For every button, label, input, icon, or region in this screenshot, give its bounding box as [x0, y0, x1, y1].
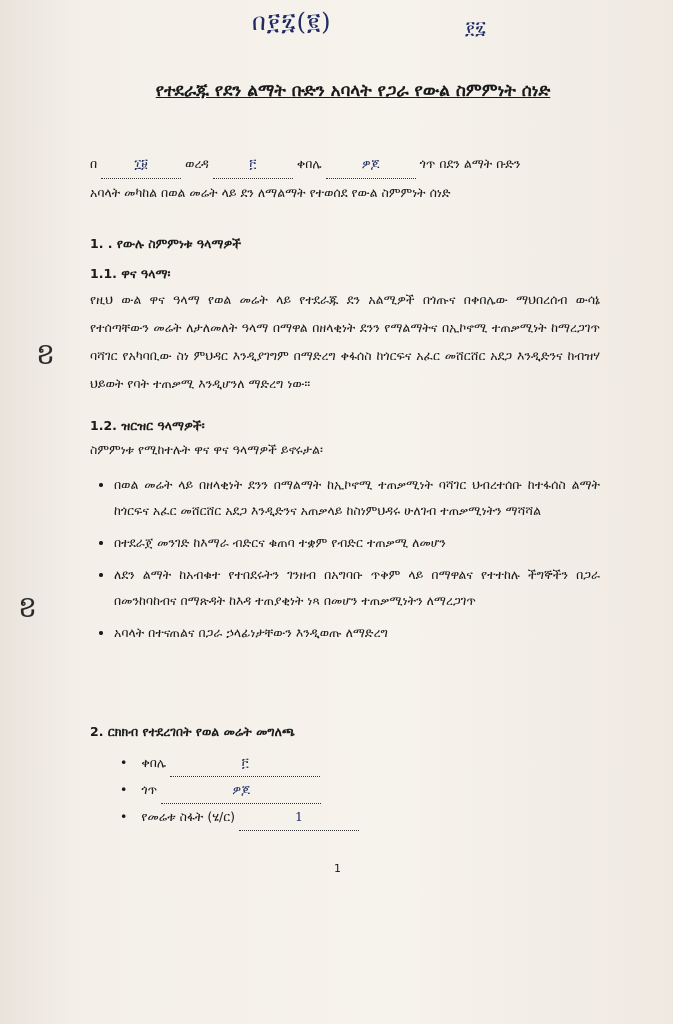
- section-1-1-text: የዚህ ውል ዋና ዓላማ የወል መሬት ላይ የተደራጁ ደን አልሚዎች በጎጡና በቀበሌው ማህበረሰብ ውሳኔ የተሰጣቸውን መሬት ለታለመለት ዓላማ በማዋል በዘላቂነት ደንን የማልማትና በኢኮኖሚ ተጠቃሚነት ከማረጋገጥ ባሻገር የአካባቢው ስነ ምህዳር እንዲያገግም በማድረግ ቀፋሰስ ከጎርፍና አፈር መሸርሸር አደጋ እንዲድንና ከብዝሃ ህይወት የባት ተጠቃሚ እንዲሆንለ ማድረግ ነው፡፡: [90, 292, 600, 391]
- field-size-value: 1: [239, 804, 359, 831]
- field-kebele: [120, 750, 600, 777]
- document-title: የተደራጁ የደን ልማት ቡድን አባላት የጋራ የውል ስምምነት ሰነድ: [155, 81, 551, 101]
- section-2-heading: 2. ርክክብ የተደረገበት የወል መሬት መግለጫ: [90, 724, 295, 739]
- margin-punch-mark: ខ: [18, 590, 38, 625]
- land-fields-list: [90, 750, 600, 831]
- handwritten-reference-right: ፻፯: [465, 18, 486, 39]
- field-kebele-value: ፫: [170, 750, 320, 777]
- list-item: • በተደራጀ መንገድ ከእማራ ብድርና ቁጠባ ተቋም የብድር ተጠቃሚ ለመሆን: [114, 530, 600, 556]
- woreda-blank: ፫: [213, 150, 293, 179]
- margin-punch-mark: ខ: [36, 337, 56, 372]
- field-size-label: የመሬቱ ስፋት (ሄ/ር): [141, 809, 236, 824]
- kebele-blank: ዎጆ: [326, 150, 416, 179]
- page-number: 1: [334, 862, 341, 875]
- intro-woreda: ወረዳ: [185, 156, 209, 171]
- field-kebele-label: ቀበሌ: [141, 755, 167, 770]
- handwritten-reference-number: በ፻፯(፪): [252, 8, 332, 36]
- section-2: [90, 720, 600, 831]
- date-day-blank: ፲፱: [101, 150, 181, 179]
- field-size: [120, 804, 600, 831]
- intro-got: ጎጥ በደን ልማት ቡድን: [419, 156, 521, 171]
- intro-kebele: ቀበሌ: [296, 156, 322, 171]
- intro-paragraph: [90, 150, 590, 207]
- list-item: • ለደን ልማት ከአብቁተ የተበደሩትን ገንዘብ በአግባቡ ጥቅም ላይ በማዋልና የተተከሉ ችግኞችን በጋራ በመንከባከብና በማጽዳት ከእዳ ተጠያቂነት ነጻ በመሆን ተጠቃሚነትን ለማረጋገጥ: [114, 562, 600, 614]
- intro-prefix: በ: [90, 156, 98, 171]
- list-item: • አባላት በተናጠልና በጋራ ኃላፊነታቸውን እንዲወጡ ለማድረግ: [114, 620, 600, 646]
- intro-rest: አባላት መካከል በወል መሬት ላይ ደን ለማልማት የተወሰደ የውል ስምምነት ሰነድ: [90, 185, 451, 200]
- field-got: [120, 777, 600, 804]
- objectives-list: [90, 472, 600, 646]
- field-got-value: ዎጆ: [161, 777, 321, 804]
- list-item: • በወል መሬት ላይ በዘላቂነት ደንን በማልማት ከኢኮኖሚ ተጠቃሚነት ባሻገር ህብረተሰቡ ከተፋሰስ ልማት ከጎርፍና አፈር መሸርሸር አደጋ እንዲድንና አጠቃላይ ከስነምህዳሩ ሁለገብ ተጠቃሚነትን ማሻሻል: [114, 472, 600, 524]
- field-got-label: ጎጥ: [141, 782, 158, 797]
- section-1-heading: 1. . የውሉ ስምምነቱ ዓላማዎች: [90, 236, 242, 251]
- section-1-2-heading: 1.2. ዝርዝር ዓላማዎች፡: [90, 418, 205, 433]
- section-1: [90, 232, 600, 652]
- section-1-1-heading: 1.1. ዋና ዓላማ፡: [90, 266, 171, 281]
- section-1-2-intro: ስምምነቱ የሚከተሉት ዋና ዋና ዓላማዎች ይኖሩታል፡: [90, 442, 323, 457]
